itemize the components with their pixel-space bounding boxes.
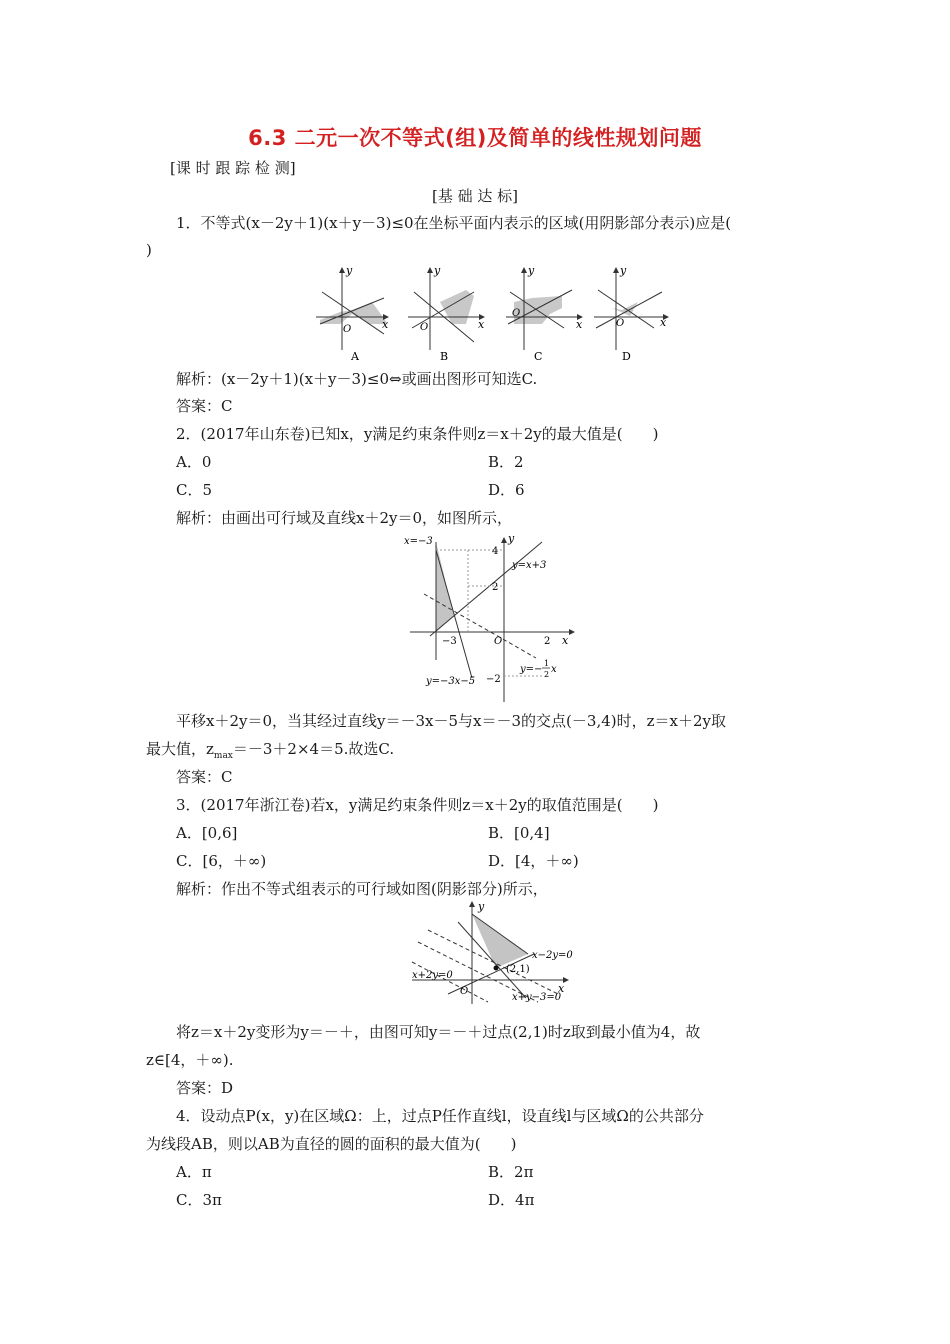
q2-explain-line1: 平移x＋2y＝0，当其经过直线y＝－3x－5与x＝－3的交点(－3,4)时，z＝x＋2y取: [176, 712, 726, 730]
q2-tick-neg3: −3: [442, 636, 457, 647]
q3-option-c: C．[6，＋∞): [176, 852, 267, 870]
q2-label-y-neg-half: y=−: [520, 664, 543, 675]
q2-tick-2: 2: [492, 582, 499, 593]
q1-label-d: D: [622, 350, 631, 363]
q1-label-b: B: [440, 350, 449, 363]
q2-stem: 2．(2017年山东卷)已知x，y满足约束条件则z＝x＋2y的最大值是( ): [176, 425, 659, 443]
q1-figure-b: [408, 264, 485, 363]
q2-label-x-neg3: x=−3: [404, 536, 433, 547]
q2-label-y-neg3x-5: y=−3x−5: [426, 676, 476, 687]
header-tag: [课 时 跟 踪 检 测]: [170, 159, 296, 177]
q1-b-axis-x: x: [478, 318, 485, 331]
q4-option-b: B．2π: [488, 1163, 534, 1181]
q3-axis-x: x: [558, 982, 565, 995]
q2-label-frac-den: 2: [544, 670, 550, 679]
q3-label-x-2y: x−2y=0: [532, 950, 573, 961]
q3-axis-y: y: [478, 900, 485, 913]
q1-stem-cont: ): [146, 241, 152, 259]
q1-d-origin: O: [616, 318, 625, 329]
q1-b-origin: O: [420, 322, 429, 333]
q2-label-y-x-plus-3: y=x+3: [512, 560, 547, 571]
q4-option-c: C．3π: [176, 1191, 222, 1209]
q2-label-frac-num: 1: [544, 659, 550, 668]
q2-option-c: C．5: [176, 481, 213, 499]
q4-stem: 4．设动点P(x，y)在区域Ω：上，过点P任作直线l，设直线l与区域Ω的公共部分: [176, 1107, 704, 1125]
page-title: 6.3 二元一次不等式(组)及简单的线性规划问题: [248, 126, 702, 150]
q3-figure: [408, 898, 588, 1006]
q1-c-origin: O: [512, 308, 521, 319]
q3-label-x-y-3: x+y−3=0: [512, 992, 562, 1003]
q2-answer: 答案：C: [176, 768, 233, 786]
q1-answer: 答案：C: [176, 397, 233, 415]
q3-label-x-plus-2y: x+2y=0: [412, 970, 453, 981]
q1-option-figures: [312, 262, 682, 366]
q2-explain-2b: ＝－3＋2×4＝5.故选C.: [232, 740, 395, 758]
q2-tick-x2: 2: [544, 636, 551, 647]
q4-stem-cont: 为线段AB，则以AB为直径的圆的面积的最大值为( ): [146, 1135, 517, 1153]
q1-stem: 1．不等式(x－2y＋1)(x＋y－3)≤0在坐标平面内表示的区域(用阴影部分表示)应是(: [176, 214, 732, 232]
q1-solution: 解析：(x－2y＋1)(x＋y－3)≤0⇔或画出图形可知选C.: [176, 370, 538, 388]
q3-explain-line1: 将z＝x＋2y变形为y＝－＋，由图可知y＝－＋过点(2,1)时z取到最小值为4，故: [176, 1023, 701, 1041]
q1-figure-c: [506, 264, 583, 363]
q2-option-d: D．6: [488, 481, 525, 499]
q3-stem: 3．(2017年浙江卷)若x，y满足约束条件则z＝x＋2y的取值范围是( ): [176, 796, 659, 814]
q1-c-axis-x: x: [576, 318, 583, 331]
q2-origin: O: [494, 636, 503, 647]
q1-a-axis-x: x: [382, 318, 389, 331]
q1-b-axis-y: y: [434, 264, 441, 277]
q4-option-d: D．4π: [488, 1191, 535, 1209]
q2-option-a: A．0: [176, 453, 212, 471]
section-heading: [基 础 达 标]: [431, 187, 518, 205]
q3-option-b: B．[0,4]: [488, 824, 550, 842]
q1-d-axis-y: y: [620, 264, 627, 277]
q2-tick-4: 4: [492, 546, 499, 557]
q3-option-a: A．[0,6]: [176, 824, 238, 842]
q3-option-d: D．[4，＋∞): [488, 852, 579, 870]
q1-figure-d: [594, 264, 668, 363]
q2-explain-line2: [146, 739, 394, 766]
q4-option-a: A．π: [176, 1163, 212, 1181]
q1-label-c: C: [534, 350, 543, 363]
q2-axis-x: x: [562, 634, 569, 647]
q1-a-axis-y: y: [346, 264, 353, 277]
q2-explain-sub: max: [213, 751, 233, 761]
q1-c-axis-y: y: [528, 264, 535, 277]
q2-label-frac-x: x: [551, 664, 557, 675]
q3-point-2-1: [494, 966, 499, 971]
q3-feasible-region: [472, 914, 528, 968]
q3-explain-line2: z∈[4，＋∞).: [146, 1051, 234, 1069]
q3-solution: 解析：作出不等式组表示的可行域如图(阴影部分)所示，: [176, 880, 548, 898]
q2-tick-neg2: −2: [486, 674, 501, 685]
q2-option-b: B．2: [488, 453, 524, 471]
q1-a-origin: O: [343, 324, 352, 335]
q1-figure-a: [316, 264, 389, 363]
q2-explain-2a: 最大值，z: [146, 740, 214, 758]
q3-label-point: (2,1): [506, 964, 530, 975]
q1-label-a: A: [351, 350, 359, 363]
q1-d-axis-x: x: [660, 316, 667, 329]
q2-solution: 解析：由画出可行域及直线x＋2y＝0，如图所示，: [176, 509, 513, 527]
q3-answer: 答案：D: [176, 1079, 234, 1097]
q2-axis-y: y: [508, 532, 515, 545]
q3-origin: O: [460, 986, 469, 997]
q2-figure: [402, 532, 582, 704]
